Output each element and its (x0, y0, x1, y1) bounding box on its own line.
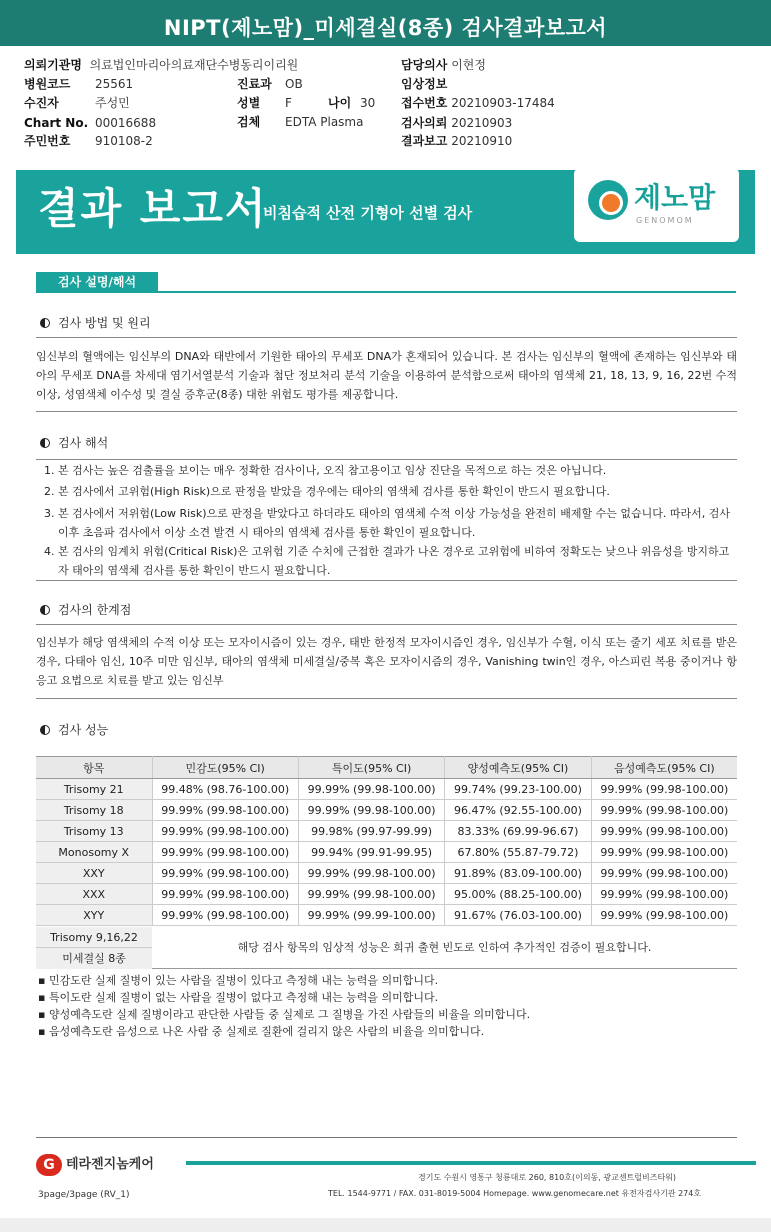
table-cell: 99.99% (99.98-100.00) (152, 821, 298, 842)
section-tab: 검사 설명/해석 (36, 272, 158, 292)
table-cell: 99.48% (98.76-100.00) (152, 779, 298, 800)
company-name: 테라젠지놈케어 (66, 1157, 154, 1172)
half-circle-icon (40, 605, 50, 615)
performance-heading: 검사 성능 (40, 721, 108, 738)
table-cell: Trisomy 18 (36, 800, 152, 821)
divider (36, 411, 737, 412)
table-row (36, 884, 737, 905)
age-label: 나이 (328, 96, 352, 110)
table-cell: 99.99% (99.98-100.00) (591, 884, 737, 905)
clinical-label: 임상정보 (401, 77, 448, 91)
table-header-row (36, 757, 737, 779)
logo-text: 제노맘 (634, 181, 716, 214)
logo-subtext: GENOMOM (636, 216, 694, 225)
table-cell: 99.99% (99.98-100.00) (591, 800, 737, 821)
page-number: 3page/3page (RV_1) (38, 1190, 130, 1200)
org-value: 의료법인마리아의료재단수병동리이리원 (89, 58, 299, 72)
divider (36, 337, 737, 338)
result-banner (16, 170, 755, 254)
table-cell: XYY (36, 905, 152, 926)
table-row (36, 842, 737, 863)
limitations-heading: 검사의 한계점 (40, 601, 131, 618)
table-cell: XXY (36, 863, 152, 884)
table-cell: Monosomy X (36, 842, 152, 863)
footer-divider (36, 1137, 737, 1138)
company-contact: TEL. 1544-9771 / FAX. 031-8019-5004 Homepage. www.genomecare.net 유전자검사기관 274호 (328, 1189, 702, 1198)
method-text: 임신부의 혈액에는 임신부의 DNA와 태반에서 기원한 태아의 무세포 DNA가 혼재되어 있습니다. 본 검사는 임신부의 혈액에 존재하는 임신부와 태아의 무세포 DNA를 차세대 염기서열분석 기술과 첨단 정보처리 분석 기술을 이용하여 분석함으로써 태아의 염색체 21, 18, 13, 9, 16, 22번 수적 이상, 성염색체 이수성 및 결실 증후군(8종) 대한 위험도 평가를 제공합니다. (36, 350, 737, 401)
definitions-list (38, 972, 530, 1040)
report-date-label: 결과보고 (401, 134, 448, 148)
section-divider (36, 291, 736, 293)
column-header: 양성예측도(95% CI) (445, 757, 591, 779)
dept-label: 진료과 (237, 77, 272, 91)
company-logo (36, 1153, 154, 1176)
table-row (36, 905, 737, 926)
footer-bar (186, 1161, 756, 1165)
accession-label: 접수번호 (401, 96, 448, 110)
table-row (36, 821, 737, 842)
table-cell: 99.99% (99.98-100.00) (591, 905, 737, 926)
interpretation-heading: 검사 해석 (40, 434, 108, 451)
column-header: 항목 (36, 757, 152, 779)
column-header: 특이도(95% CI) (298, 757, 444, 779)
table-cell: 99.99% (99.98-100.00) (152, 863, 298, 884)
limitations-text: 임신부가 해당 염색체의 수적 이상 또는 모자이시즘이 있는 경우, 태반 한정적 모자이시즘인 경우, 임신부가 수혈, 이식 또는 줄기 세포 치료를 받은 경우, 다태아 임신, 10주 미만 임신부, 태아의 염색체 미세결실/중복 혹은 모자이시즘의 경우, Vanishing twin인 경우, 아스피린 복용 중이거나 항 응고 요법으로 치료를 받고 있는 임신부 (36, 636, 737, 687)
table-cell: 99.99% (99.98-100.00) (152, 842, 298, 863)
table-cell: 83.33% (69.99-96.67) (445, 821, 591, 842)
note-item: 미세결실 8종 (36, 948, 152, 969)
divider (36, 459, 737, 460)
table-cell: 96.47% (92.55-100.00) (445, 800, 591, 821)
table-cell: 99.99% (99.98-100.00) (591, 821, 737, 842)
accession-value: 20210903-17484 (451, 96, 555, 110)
receiver-label: 수진자 (24, 96, 59, 110)
org-label: 의뢰기관명 (24, 58, 82, 72)
chart-label: Chart No. (24, 116, 89, 130)
table-cell: 91.67% (76.03-100.00) (445, 905, 591, 926)
page-bottom-margin (0, 1218, 771, 1232)
definition-item: ▪ 음성예측도란 음성으로 나온 사람 중 실제로 질환에 걸리지 않은 사람의 비율을 의미합니다. (38, 1023, 530, 1040)
banner-title: 결과 보고서 (38, 184, 268, 233)
genomom-logo (574, 168, 739, 242)
performance-table (36, 756, 737, 926)
table-cell: 95.00% (88.25-100.00) (445, 884, 591, 905)
table-cell: XXX (36, 884, 152, 905)
column-header: 음성예측도(95% CI) (591, 757, 737, 779)
table-cell: 99.98% (99.97-99.99) (298, 821, 444, 842)
table-cell: 99.74% (99.23-100.00) (445, 779, 591, 800)
table-cell: 99.99% (99.98-100.00) (591, 842, 737, 863)
table-cell: 99.99% (99.99-100.00) (298, 905, 444, 926)
table-cell: 99.99% (99.98-100.00) (152, 800, 298, 821)
table-row (36, 800, 737, 821)
report-date-value: 20210910 (451, 134, 513, 148)
method-heading: 검사 방법 및 원리 (40, 314, 151, 331)
table-cell: 99.99% (99.98-100.00) (298, 800, 444, 821)
specimen-label: 검체 (237, 115, 261, 129)
table-cell: 99.99% (99.98-100.00) (298, 779, 444, 800)
column-header: 민감도(95% CI) (152, 757, 298, 779)
definition-item: ▪ 민감도란 실제 질병이 있는 사람을 질병이 있다고 측정해 내는 능력을 의미합니다. (38, 972, 530, 989)
performance-note-row (36, 927, 737, 969)
table-row (36, 779, 737, 800)
request-label: 검사의뢰 (401, 116, 448, 130)
logo-mark-icon (588, 180, 628, 220)
table-cell: 99.99% (99.98-100.00) (298, 884, 444, 905)
table-cell: Trisomy 21 (36, 779, 152, 800)
table-cell: 99.99% (99.98-100.00) (298, 863, 444, 884)
g-logo-icon: G (36, 1154, 62, 1176)
doctor-label: 담당의사 (401, 58, 448, 72)
half-circle-icon (40, 725, 50, 735)
sex-value: F (285, 96, 292, 110)
request-value: 20210903 (451, 116, 513, 130)
half-circle-icon (40, 318, 50, 328)
report-title: NIPT(제노맘)_미세결실(8종) 검사결과보고서 (0, 0, 771, 46)
dept-value: OB (285, 77, 303, 91)
table-cell: 99.99% (99.98-100.00) (152, 884, 298, 905)
doctor-value: 이현정 (451, 58, 486, 72)
age-value: 30 (360, 96, 376, 110)
table-cell: Trisomy 13 (36, 821, 152, 842)
divider (36, 624, 737, 625)
hospital-code-value: 25561 (95, 77, 134, 91)
definition-item: ▪ 양성예측도란 실제 질병이라고 판단한 사람들 중 실제로 그 질병을 가진 사람들의 비율을 의미합니다. (38, 1006, 530, 1023)
note-text: 해당 검사 항목의 임상적 성능은 희귀 출현 빈도로 인하여 추가적인 검증이 필요합니다. (237, 941, 652, 954)
table-row (36, 863, 737, 884)
resident-label: 주민번호 (24, 134, 71, 148)
table-cell: 99.99% (99.98-100.00) (152, 905, 298, 926)
note-item: Trisomy 9,16,22 (36, 927, 152, 948)
hospital-code-label: 병원코드 (24, 77, 71, 91)
half-circle-icon (40, 438, 50, 448)
resident-value: 910108-2 (95, 134, 153, 148)
specimen-value: EDTA Plasma (285, 115, 364, 129)
company-address: 경기도 수원시 영통구 청룡대로 260, 810호(이의동, 광교센트럴비즈타워) (418, 1173, 677, 1182)
sex-label: 성별 (237, 96, 261, 110)
table-cell: 99.99% (99.98-100.00) (591, 779, 737, 800)
table-cell: 99.99% (99.98-100.00) (591, 863, 737, 884)
banner-subtitle: 비침습적 산전 기형아 선별 검사 (263, 204, 473, 222)
divider (36, 580, 737, 581)
table-cell: 99.94% (99.91-99.95) (298, 842, 444, 863)
table-cell: 91.89% (83.09-100.00) (445, 863, 591, 884)
definition-item: ▪ 특이도란 실제 질병이 없는 사람을 질병이 없다고 측정해 내는 능력을 의미합니다. (38, 989, 530, 1006)
divider (36, 698, 737, 699)
table-cell: 67.80% (55.87-79.72) (445, 842, 591, 863)
chart-value: 00016688 (95, 116, 157, 130)
receiver-value: 주성민 (95, 96, 130, 110)
